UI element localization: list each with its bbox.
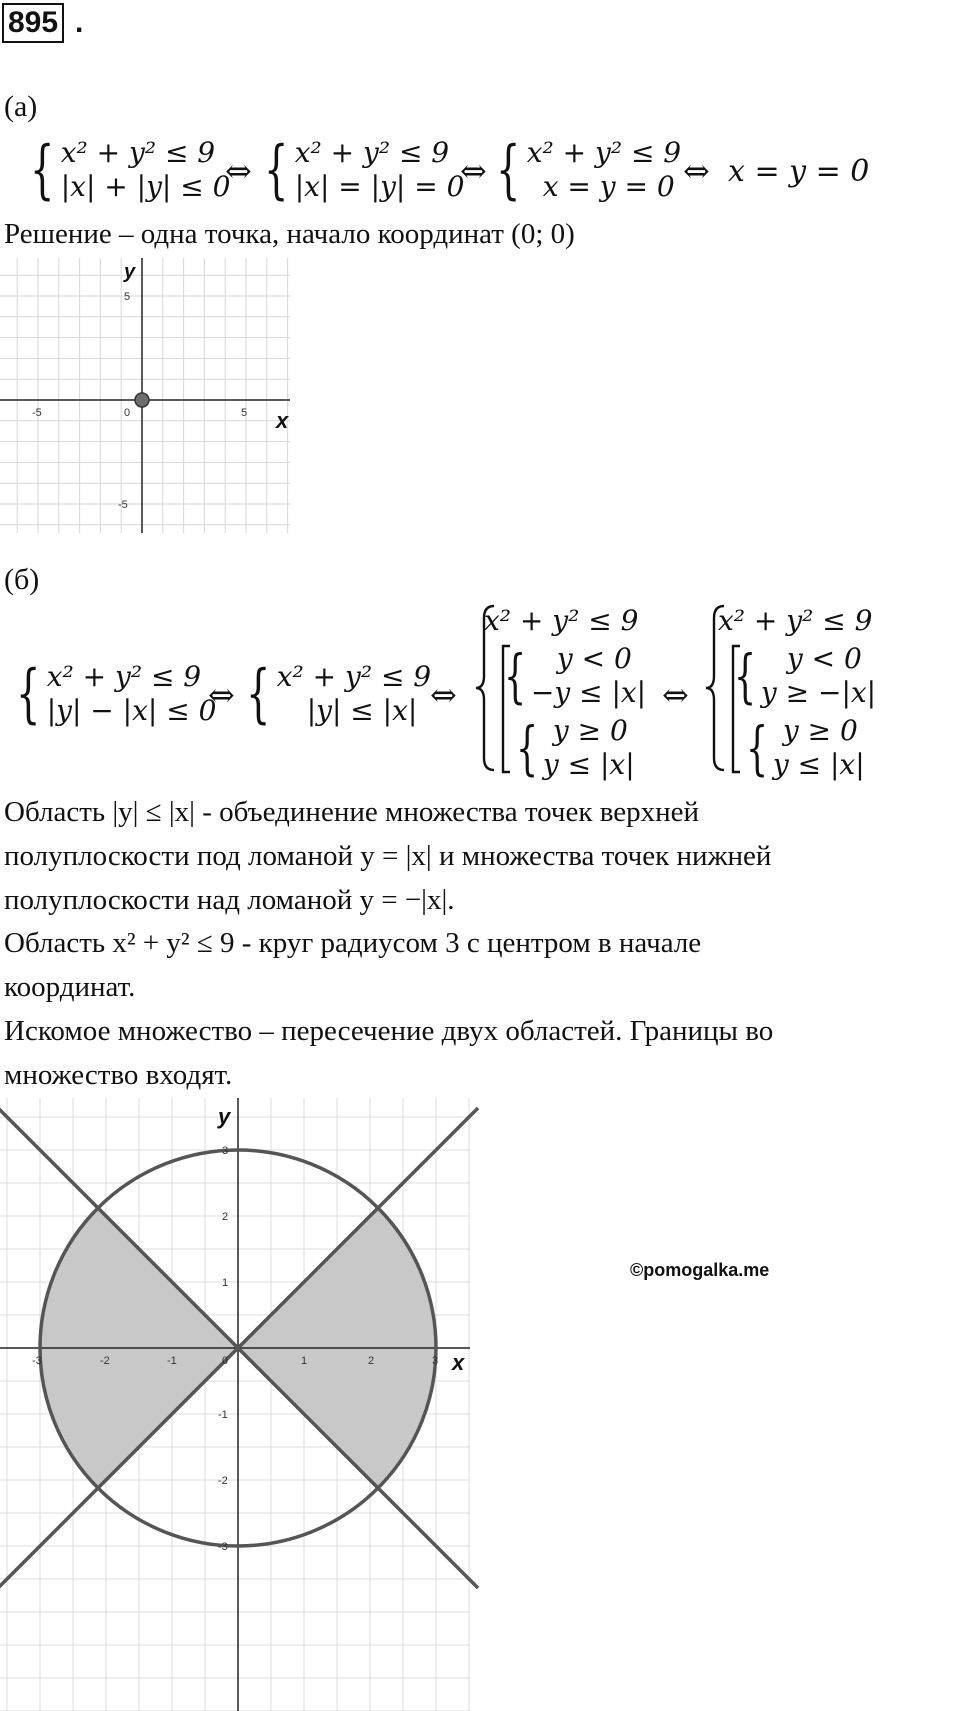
equiv-b-2: ⇔ xyxy=(430,676,457,714)
part-b-system-4 xyxy=(700,602,958,782)
part-a-sys1-row1: x² + y² ≤ 9 xyxy=(60,136,216,169)
graph-b-ytick-3: 3 xyxy=(222,1145,229,1157)
equiv-b-1: ⇔ xyxy=(208,676,235,714)
part-a-sys2-row1: x² + y² ≤ 9 xyxy=(294,136,450,169)
part-b-sys3-case1-row2: −y ≤ |x| xyxy=(530,676,647,709)
part-b-sys3-case2: { y ≥ 0 y ≤ |x| xyxy=(516,714,635,782)
part-b-sys3-case2-row2: y ≤ |x| xyxy=(542,748,635,781)
graph-a-ytick-neg5: -5 xyxy=(118,499,128,511)
part-a-system-2: { x² + y² ≤ 9 |x| = |y| = 0 xyxy=(264,133,465,207)
part-a-sys1-row2: |x| + |y| ≤ 0 xyxy=(60,170,231,203)
graph-b-x-label: x xyxy=(452,1350,465,1375)
equiv-a-3: ⇔ xyxy=(683,152,710,190)
part-a-system-1: { x² + y² ≤ 9 |x| + |y| ≤ 0 xyxy=(30,133,231,207)
part-b-sys4-case1-row2: y ≥ −|x| xyxy=(760,676,877,709)
part-b-paragraph-4: Область x² + y² ≤ 9 - круг радиусом 3 с центром в начале xyxy=(4,927,702,959)
graph-a xyxy=(0,258,300,538)
equiv-b-3: ⇔ xyxy=(662,676,689,714)
graph-a-y-label: y xyxy=(124,261,136,283)
part-a-sys3-row1: x² + y² ≤ 9 xyxy=(526,136,682,169)
graph-a-xtick-0: 0 xyxy=(124,407,131,419)
part-b-sys3-case1: { y < 0 −y ≤ |x| xyxy=(504,642,647,710)
graph-a-x-label: x xyxy=(276,408,289,433)
graph-a-xtick-neg5: -5 xyxy=(32,407,42,419)
part-b-system-2: { x² + y² ≤ 9 |y| ≤ |x| xyxy=(246,657,432,731)
part-b-sys1-row2: |y| − |x| ≤ 0 xyxy=(46,694,217,727)
graph-b-xtick-neg1: -1 xyxy=(167,1355,177,1367)
part-b-label: (б) xyxy=(4,563,40,596)
watermark: ©pomogalka.me xyxy=(630,1260,770,1280)
part-b-paragraph-3: полуплоскости над ломаной y = −|x|. xyxy=(4,884,455,916)
part-a-system-3: { x² + y² ≤ 9 x = y = 0 xyxy=(496,133,682,207)
graph-b-xtick-neg2: -2 xyxy=(100,1355,110,1367)
part-b-sys4-case2: { y ≥ 0 y ≤ |x| xyxy=(746,714,865,782)
graph-b-ytick-neg3: -3 xyxy=(218,1541,228,1553)
equiv-a-1: ⇔ xyxy=(225,152,252,190)
part-b-sys4-case2-row2: y ≤ |x| xyxy=(772,748,865,781)
part-b-sys4-case1: { y < 0 y ≥ −|x| xyxy=(734,642,877,710)
graph-b-ytick-neg1: -1 xyxy=(218,1409,228,1421)
part-a-solution-text: Решение – одна точка, начало координат (0; 0) xyxy=(4,218,575,250)
part-a-result: x = y = 0 xyxy=(728,154,870,189)
part-b-sys2-row2: |y| ≤ |x| xyxy=(306,694,418,727)
problem-number-dot: . xyxy=(75,6,84,39)
part-b-sys3-case1-row1: y < 0 xyxy=(556,642,632,675)
problem-number: 895 xyxy=(2,3,64,43)
part-b-system-3 xyxy=(470,602,660,782)
graph-b-ytick-2: 2 xyxy=(222,1211,229,1223)
part-b-sys3-top: x² + y² ≤ 9 xyxy=(484,604,639,637)
graph-b xyxy=(0,1098,480,1711)
graph-b-xtick-1: 1 xyxy=(301,1355,308,1367)
graph-b-xtick-3: 3 xyxy=(432,1355,439,1367)
graph-a-xtick-5: 5 xyxy=(241,407,248,419)
part-b-paragraph-6: Искомое множество – пересечение двух областей. Границы во xyxy=(4,1015,774,1047)
part-b-sys4-case1-row1: y < 0 xyxy=(786,642,862,675)
part-a-label: (а) xyxy=(4,90,38,123)
part-b-paragraph-1: Область |y| ≤ |x| - объединение множества точек верхней xyxy=(4,796,699,828)
part-b-system-1: { x² + y² ≤ 9 |y| − |x| ≤ 0 xyxy=(16,657,217,731)
part-b-sys4-top: x² + y² ≤ 9 xyxy=(718,604,873,637)
graph-b-y-label: y xyxy=(218,1104,231,1129)
part-b-sys4-case2-row1: y ≥ 0 xyxy=(782,714,858,747)
graph-b-xtick-0: 0 xyxy=(222,1355,229,1367)
graph-b-ytick-neg2: -2 xyxy=(218,1475,228,1487)
graph-a-ytick-5: 5 xyxy=(124,291,131,303)
graph-b-xtick-neg3: -3 xyxy=(32,1355,42,1367)
graph-a-origin-point xyxy=(135,393,149,407)
part-b-sys2-row1: x² + y² ≤ 9 xyxy=(276,660,432,693)
part-b-paragraph-2: полуплоскости под ломаной y = |x| и множества точек нижней xyxy=(4,840,772,872)
part-a-sys2-row2: |x| = |y| = 0 xyxy=(294,170,465,203)
graph-b-xtick-2: 2 xyxy=(368,1355,375,1367)
part-b-sys3-case2-row1: y ≥ 0 xyxy=(552,714,628,747)
part-b-sys1-row1: x² + y² ≤ 9 xyxy=(46,660,202,693)
part-a-sys3-row2: x = y = 0 xyxy=(542,170,675,203)
equiv-a-2: ⇔ xyxy=(460,152,487,190)
graph-b-ytick-1: 1 xyxy=(222,1277,229,1289)
part-b-paragraph-7: множество входят. xyxy=(4,1059,233,1091)
part-b-paragraph-5: координат. xyxy=(4,971,136,1003)
